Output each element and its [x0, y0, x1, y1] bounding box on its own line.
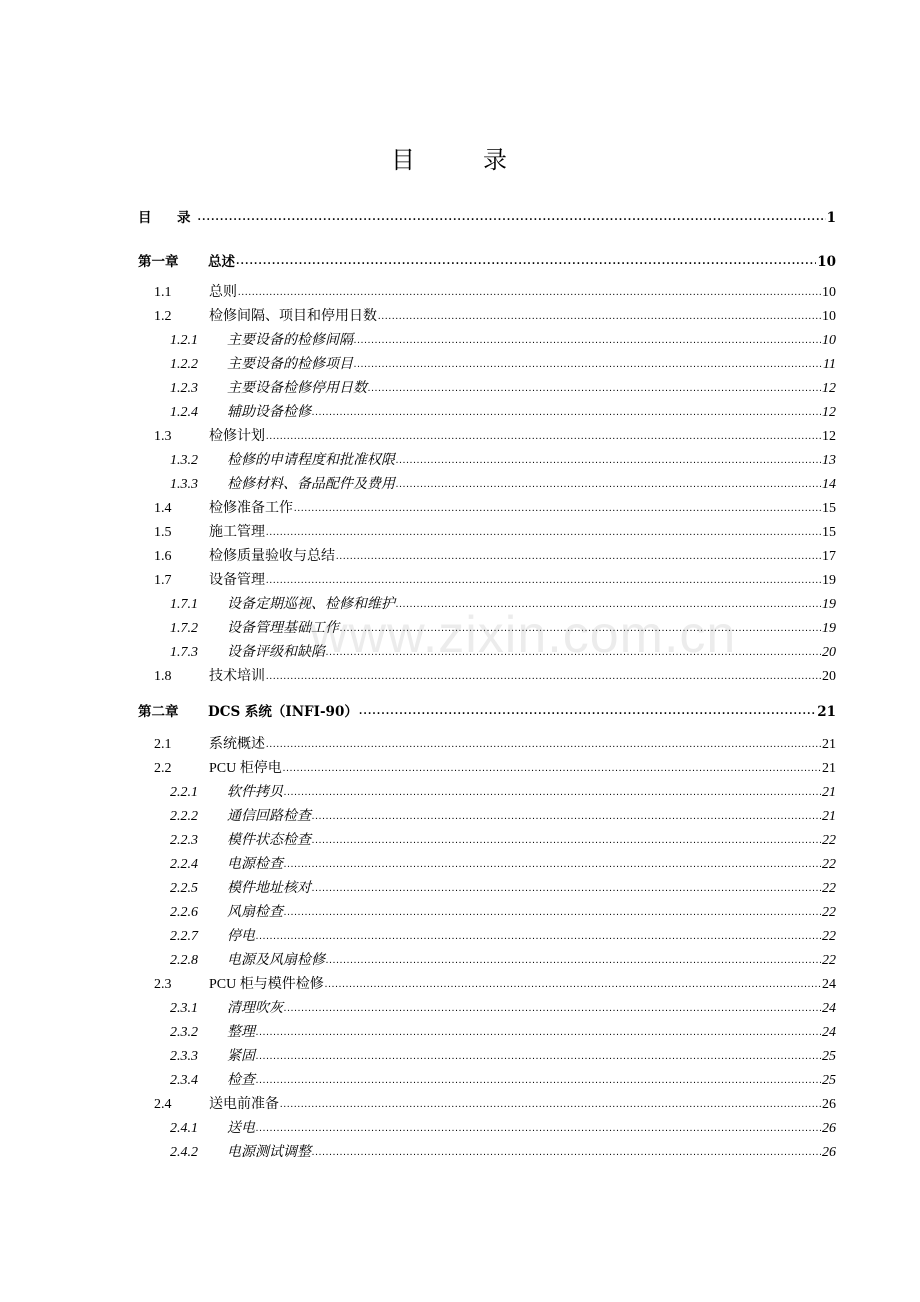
toc-entry-page: 24 [822, 977, 836, 992]
toc-entry-number: 2.2.4 [170, 857, 198, 872]
toc-entry-number: 2.4.1 [170, 1121, 198, 1136]
toc-entry-title: 设备定期巡视、检修和维护 [227, 597, 395, 612]
toc-entry-number: 2.3.1 [170, 1001, 198, 1016]
toc-entry-page: 12 [822, 405, 836, 420]
dot-leader [312, 810, 821, 826]
toc-entry-title: 检修间隔、项目和停用日数 [209, 309, 377, 324]
toc-entry[interactable] [138, 520, 836, 542]
dot-leader [236, 255, 816, 271]
dot-leader [312, 1146, 821, 1162]
toc-entry-page: 24 [822, 1025, 836, 1040]
toc-entry-title: DCS 系统（INFI-90） [208, 704, 358, 720]
toc-entry-title: 停电 [227, 929, 255, 944]
toc-entry-title: 检修计划 [209, 429, 265, 444]
toc-entry[interactable] [138, 780, 836, 802]
toc-entry-title: 施工管理 [209, 525, 265, 540]
toc-entry-number: 2.2.2 [170, 809, 198, 824]
dot-leader [336, 550, 821, 566]
dot-leader [326, 954, 821, 970]
toc-entry[interactable] [138, 732, 836, 754]
toc-entry-number: 2.2.6 [170, 905, 198, 920]
toc-entry-number: 1.8 [154, 669, 172, 684]
toc-entry-number: 第一章 [138, 254, 179, 270]
toc-entry[interactable] [138, 699, 836, 721]
toc-entry-title: 总则 [209, 285, 237, 300]
toc-entry[interactable] [138, 948, 836, 970]
toc-entry-page: 25 [822, 1073, 836, 1088]
dot-leader [283, 762, 821, 778]
toc-entry[interactable] [138, 996, 836, 1018]
dot-leader [280, 1098, 821, 1114]
toc-entry-title: 设备管理基础工作 [227, 621, 339, 636]
toc-entry-page: 15 [822, 525, 836, 540]
toc-entry-number: 2.1 [154, 737, 172, 752]
toc-entry[interactable] [138, 616, 836, 638]
toc-entry-title: 风扇检查 [227, 905, 283, 920]
toc-entry-number: 2.3.2 [170, 1025, 198, 1040]
dot-leader [326, 646, 821, 662]
toc-entry-title: 检修材料、备品配件及费用 [227, 477, 395, 492]
toc-entry-number: 1.2.1 [170, 333, 198, 348]
toc-entry-number: 2.2.3 [170, 833, 198, 848]
toc-entry[interactable] [138, 1116, 836, 1138]
toc-entry-page: 22 [822, 953, 836, 968]
toc-entry-page: 22 [822, 881, 836, 896]
toc-entry-page: 15 [822, 501, 836, 516]
toc-entry-title: 检查 [227, 1073, 255, 1088]
toc-entry-page: 17 [822, 549, 836, 564]
toc-entry-page: 19 [822, 621, 836, 636]
toc-entry-page: 22 [822, 833, 836, 848]
toc-entry-title: 技术培训 [209, 669, 265, 684]
toc-entry-title: 整理 [227, 1025, 255, 1040]
toc-entry[interactable] [138, 828, 836, 850]
toc-entry-title: 设备管理 [209, 573, 265, 588]
toc-entry-page: 20 [822, 645, 836, 660]
toc-entry-number: 1.7.2 [170, 621, 198, 636]
toc-entry-page: 10 [817, 254, 836, 270]
toc-entry-page: 25 [822, 1049, 836, 1064]
dot-leader [256, 1026, 821, 1042]
toc-entry-title: PCU 柜停电 [209, 761, 282, 776]
toc-entry-number: 2.2.7 [170, 929, 198, 944]
toc-entry-number: 1.4 [154, 501, 172, 516]
dot-leader [284, 786, 821, 802]
toc-entry-number: 1.7.1 [170, 597, 198, 612]
toc-entry-page: 21 [817, 704, 836, 720]
dot-leader [256, 1050, 821, 1066]
dot-leader [396, 478, 821, 494]
toc-entry-number: 1.2.4 [170, 405, 198, 420]
page-title: 目 录 [391, 146, 529, 174]
toc-entry-title: 模件地址核对 [227, 881, 311, 896]
dot-leader [340, 622, 821, 638]
toc-entry-number: 2.2 [154, 761, 172, 776]
toc-entry-page: 14 [822, 477, 836, 492]
toc-entry-page: 21 [822, 761, 836, 776]
dot-leader [198, 211, 826, 227]
dot-leader [256, 1074, 821, 1090]
toc-entry-page: 11 [823, 357, 836, 372]
toc-entry[interactable] [138, 756, 836, 778]
toc-entry-number: 2.3.3 [170, 1049, 198, 1064]
toc-entry-title: 主要设备检修停用日数 [227, 381, 367, 396]
toc-entry[interactable] [138, 400, 836, 422]
toc-entry-page: 24 [822, 1001, 836, 1016]
dot-leader [368, 382, 821, 398]
toc-entry[interactable] [138, 804, 836, 826]
toc-entry-number: 1.2 [154, 309, 172, 324]
toc-entry-title: 清理吹灰 [227, 1001, 283, 1016]
toc-entry[interactable] [138, 900, 836, 922]
toc-entry[interactable] [138, 496, 836, 518]
toc-entry-title: 电源测试调整 [227, 1145, 311, 1160]
toc-entry-number: 1.3.2 [170, 453, 198, 468]
dot-leader [266, 574, 821, 590]
toc-entry-page: 10 [822, 285, 836, 300]
dot-leader [266, 526, 821, 542]
toc-entry[interactable] [138, 924, 836, 946]
toc-entry-title: PCU 柜与模件检修 [209, 977, 324, 992]
toc-entry[interactable] [138, 205, 836, 227]
toc-entry-number: 1.3 [154, 429, 172, 444]
toc-entry-page: 1 [826, 210, 836, 226]
dot-leader [396, 454, 821, 470]
watermark: www.zixin.com.cn [310, 606, 737, 664]
toc-entry-number: 1.6 [154, 549, 172, 564]
toc-entry-title: 电源检查 [227, 857, 283, 872]
toc-entry-page: 26 [822, 1121, 836, 1136]
dot-leader [266, 738, 821, 754]
toc-entry[interactable] [138, 424, 836, 446]
toc-entry-title: 送电 [227, 1121, 255, 1136]
toc-entry-page: 19 [822, 597, 836, 612]
toc-entry-page: 19 [822, 573, 836, 588]
toc-entry-title: 电源及风扇检修 [227, 953, 325, 968]
toc-entry-number: 1.5 [154, 525, 172, 540]
dot-leader [378, 310, 821, 326]
toc-entry-title: 系统概述 [209, 737, 265, 752]
toc-entry-number: 1.7.3 [170, 645, 198, 660]
toc-entry-title: 紧固 [227, 1049, 255, 1064]
toc-entry-number: 2.2.5 [170, 881, 198, 896]
toc-entry[interactable] [138, 664, 836, 686]
toc-entry-number: 目 录 [138, 210, 197, 226]
toc-entry-page: 13 [822, 453, 836, 468]
dot-leader [294, 502, 821, 518]
toc-entry-number: 2.4 [154, 1097, 172, 1112]
toc-entry[interactable] [138, 972, 836, 994]
dot-leader [284, 858, 821, 874]
toc-entry-page: 10 [822, 333, 836, 348]
toc-entry[interactable] [138, 280, 836, 302]
dot-leader [266, 670, 821, 686]
dot-leader [312, 834, 821, 850]
toc-entry-number: 2.3.4 [170, 1073, 198, 1088]
dot-leader [238, 286, 821, 302]
toc-entry[interactable] [138, 448, 836, 470]
toc-entry[interactable] [138, 304, 836, 326]
dot-leader [354, 334, 821, 350]
toc-entry-page: 21 [822, 737, 836, 752]
dot-leader [354, 358, 822, 374]
toc-entry[interactable] [138, 876, 836, 898]
toc-entry-number: 1.7 [154, 573, 172, 588]
dot-leader [284, 1002, 821, 1018]
toc-entry[interactable] [138, 592, 836, 614]
toc-entry-page: 22 [822, 857, 836, 872]
toc-entry-number: 第二章 [138, 704, 179, 720]
toc-entry[interactable] [138, 640, 836, 662]
toc-entry-title: 检修质量验收与总结 [209, 549, 335, 564]
toc-entry[interactable] [138, 1020, 836, 1042]
toc-entry-page: 21 [822, 785, 836, 800]
toc-entry-number: 2.2.8 [170, 953, 198, 968]
toc-entry-page: 26 [822, 1097, 836, 1112]
toc-entry-page: 22 [822, 905, 836, 920]
dot-leader [266, 430, 821, 446]
toc-entry-page: 21 [822, 809, 836, 824]
toc-entry-page: 12 [822, 429, 836, 444]
dot-leader [284, 906, 821, 922]
toc-entry[interactable] [138, 376, 836, 398]
toc-entry-number: 1.2.3 [170, 381, 198, 396]
toc-entry-number: 2.4.2 [170, 1145, 198, 1160]
dot-leader [359, 705, 816, 721]
toc-entry[interactable] [138, 352, 836, 374]
toc-entry[interactable] [138, 1068, 836, 1090]
toc-entry-number: 1.3.3 [170, 477, 198, 492]
dot-leader [396, 598, 821, 614]
toc-entry[interactable] [138, 328, 836, 350]
toc-entry[interactable] [138, 472, 836, 494]
toc-entry-number: 2.2.1 [170, 785, 198, 800]
toc-entry-title: 主要设备的检修项目 [227, 357, 353, 372]
toc-entry-title: 软件拷贝 [227, 785, 283, 800]
toc-entry[interactable] [138, 249, 836, 271]
dot-leader [312, 406, 821, 422]
toc-entry[interactable] [138, 568, 836, 590]
toc-entry-title: 送电前准备 [209, 1097, 279, 1112]
toc-entry[interactable] [138, 544, 836, 566]
toc-entry-number: 2.3 [154, 977, 172, 992]
toc-entry-title: 模件状态检查 [227, 833, 311, 848]
dot-leader [256, 1122, 821, 1138]
toc-entry-title: 检修准备工作 [209, 501, 293, 516]
toc-entry-title: 辅助设备检修 [227, 405, 311, 420]
toc-entry-page: 26 [822, 1145, 836, 1160]
toc-entry[interactable] [138, 1140, 836, 1162]
toc-entry-number: 1.2.2 [170, 357, 198, 372]
toc-entry[interactable] [138, 1044, 836, 1066]
dot-leader [312, 882, 821, 898]
dot-leader [325, 978, 821, 994]
toc-entry-title: 总述 [208, 254, 235, 270]
toc-entry-page: 10 [822, 309, 836, 324]
toc-entry-title: 通信回路检查 [227, 809, 311, 824]
toc-entry[interactable] [138, 1092, 836, 1114]
toc-entry-title: 设备评级和缺陷 [227, 645, 325, 660]
toc-entry-page: 22 [822, 929, 836, 944]
toc-entry-page: 12 [822, 381, 836, 396]
toc-entry-page: 20 [822, 669, 836, 684]
toc-entry[interactable] [138, 852, 836, 874]
dot-leader [256, 930, 821, 946]
toc-entry-title: 检修的申请程度和批准权限 [227, 453, 395, 468]
toc-entry-number: 1.1 [154, 285, 172, 300]
toc-entry-title: 主要设备的检修间隔 [227, 333, 353, 348]
